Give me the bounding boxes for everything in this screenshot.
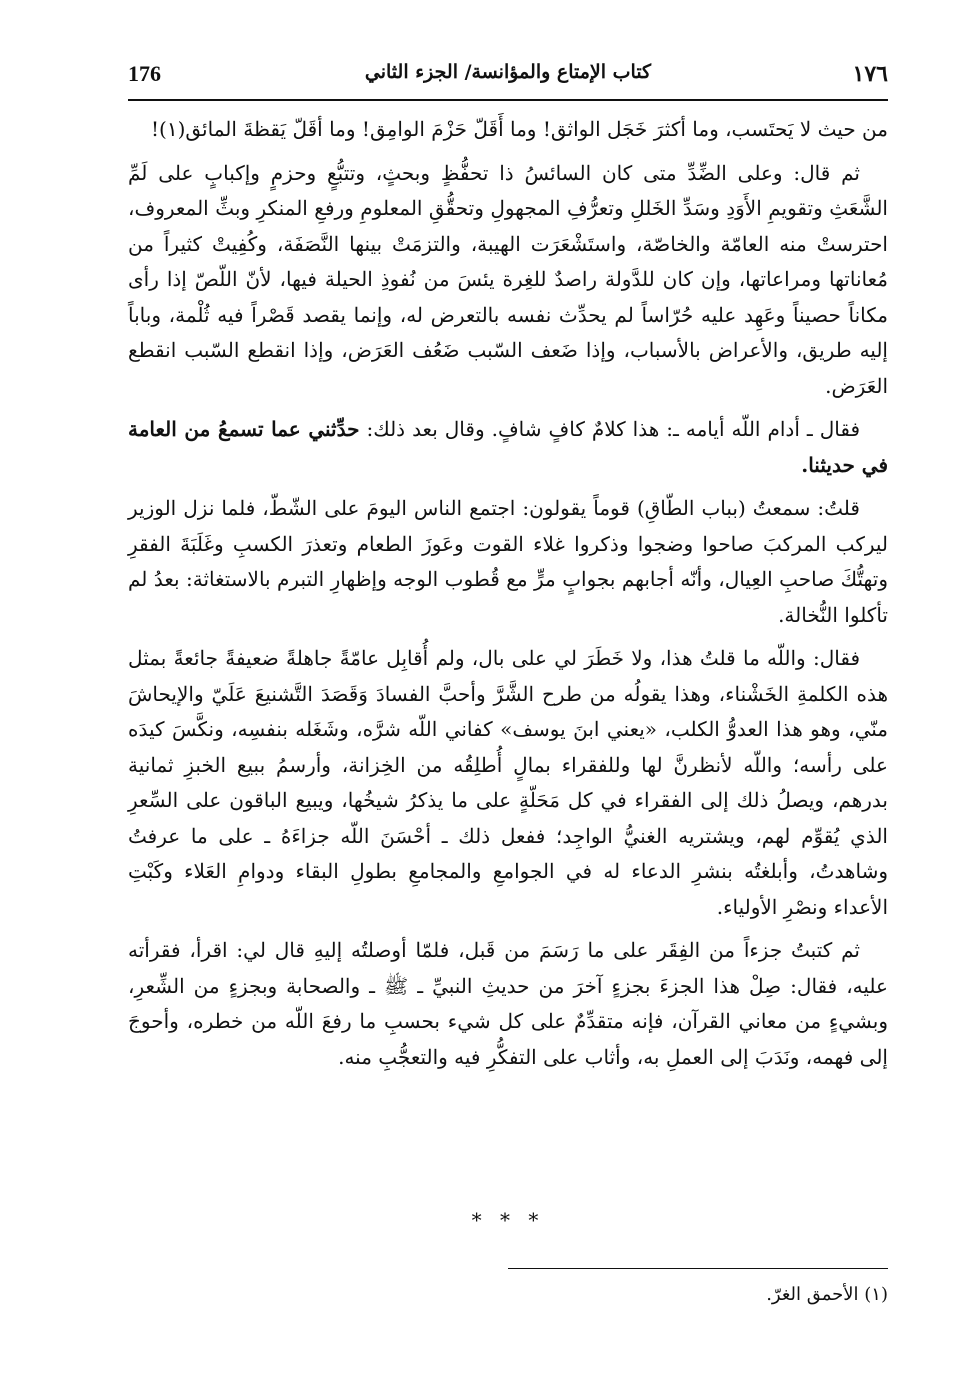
paragraph-6: ثم كتبتُ جزءاً من الفِقَر على ما رَسَمَ من قَبل، فلمّا أوصلتُه إليهِ قال لي: اقرأ، فقرأته عليه، فقال: صِلْ هذا الجزءَ بجزءٍ آخرَ من حديثِ النبيِّ ـ ﷺ ـ والصحابة وبجزءٍ من الشِّعرِ، وبشيءٍ من معاني القرآن، فإنه متقدِّمٌ على كل شيء بحسبِ ما رفعَ اللّه من خطره، وأحوجَ إلى فهمه، ونَدَبَ إلى العملِ به، وأثاب على التفكُّرِ فيه والتعجُّبِ منه.	[128, 938, 888, 1069]
body-text	[128, 112, 888, 1083]
page-number-arabic: ١٧٦	[852, 61, 888, 87]
paragraph-4: قلتُ: سمعتُ (بباب الطّاقِ) قوماً يقولون: اجتمع الناس اليومَ على الشّطّ، فلما نزل الوزير ليركب المركبَ صاحوا وضجوا وذكروا غلاء القوت وعَوزَ الطعام وتعذرَ الكسبِ وغَلَبَةَ الفقرِ وتهتُّكَ صاحبِ العِيال، وأنّه أجابهم بجوابٍ مرٍّ مع قُطوب الوجه وإظهارِ التبرم بالاستغاثة: بعدُ لم تأكلوا النُّخالة.	[128, 496, 888, 627]
footnote-rule	[508, 1268, 888, 1269]
footnote: (١) الأحمق الغرّ.	[766, 1284, 888, 1305]
page-number-latin: 176	[128, 61, 161, 86]
paragraph-2: ثم قال: وعلى الضِّدِّ متى كان السائسُ ذا تحفُّظٍ وبحثٍ، وتتبُّعٍ وحزمٍ وإكبابٍ على لَمِّ الشَّعَثِ وتقويمِ الأَوَدِ وسَدِّ الخَللِ وتعرُّفِ المجهولِ وتحقُّقِ المعلومِ ورفعِ المنكرِ وبثِّ المعروف، احترستْ منه العامّة والخاصّة، واستَشْعَرَت الهيبة، والتزمَتْ بينها النَّصَفَة، وكُفِيتْ كثيراً من مُعاناتها ومراعاتها، وإن كان للدَّولة راصدٌ للغِرة يئسَ من نُفوذِ الحيلة فيها، لأنّ اللّصّ إذا رأى مكاناً حصيناً وعَهِد عليه حُرّاساً لم يحدِّث نفسه بالتعرض له، وإنما يقصد قَصْراً فيه ثُلْمة، وباباً إليه طريق، والأعراض بالأسباب، وإذا ضَعف السّبب ضَعُف العَرَض، وإذا انقطع السّبب انقطع العَرَض.	[128, 160, 888, 398]
paragraph-1: من حيث لا يَحتَسب، وما أكثرَ خَجَل الواثق! وما أَقَلّ حَزْمَ الوامِق! وما أقَلّ يَقظةَ المائق(١)!	[150, 117, 888, 141]
paragraph-5: فقال: واللّه ما قلتُ هذا، ولا خَطَرَ لي على بال، ولم أُقابِل عامّةً جاهلةً ضعيفةً جائعةً بمثل هذه الكلمةِ الخَشْناء، وهذا يقولُه من طرح الشَّرَّ وأحبَّ الفسادَ وَقَصَدَ التَّشنيعَ عَلَيّ والإيحاشَ منّي، وهو هذا العدوُّ الكلب، «يعني ابنَ يوسف» كفاني اللّه شرَّه، وشَغَله بنفسِه، ونكَّسَ كيدَه على رأسه؛ واللّه لأنظرنَّ لها وللفقراء بمالٍ أُطلِقُه من الخِزانة، وأرسمُ ببيع الخبزِ ثمانية بدرهم، ويصلُ ذلك إلى الفقراء في كل مَحَلّةٍ على ما يذكرُ شيخُها، ويبيع الباقون على السِّعرِ الذي يُقوِّم لهم، ويشتريه الغنيُّ الواجِد؛ ففعل ذلك ـ أحْسَنَ اللّه جزاءَهُ ـ على ما عرفتُ وشاهدتُ، وأبلغتُه بنشرِ الدعاء له في الجوامعِ والمجامعِ بطولِ البقاء ودوامِ العَلاء وكَبْتِ الأعداء ونصْرِ الأولياء.	[128, 646, 888, 919]
page-header	[128, 55, 888, 101]
paragraph-3-bold: حدِّثني عما تسمعُ من العامة في حديثنا.	[128, 417, 888, 477]
paragraph-3-text: فقال ـ أدام اللّه أيامه ـ: هذا كلامٌ كافٍ شافٍ. وقال بعد ذلك:	[366, 417, 861, 441]
section-separator: * * *	[471, 1208, 545, 1232]
paragraph-3	[128, 412, 888, 483]
running-title: كتاب الإمتاع والمؤانسة/ الجزء الثاني	[364, 61, 652, 83]
